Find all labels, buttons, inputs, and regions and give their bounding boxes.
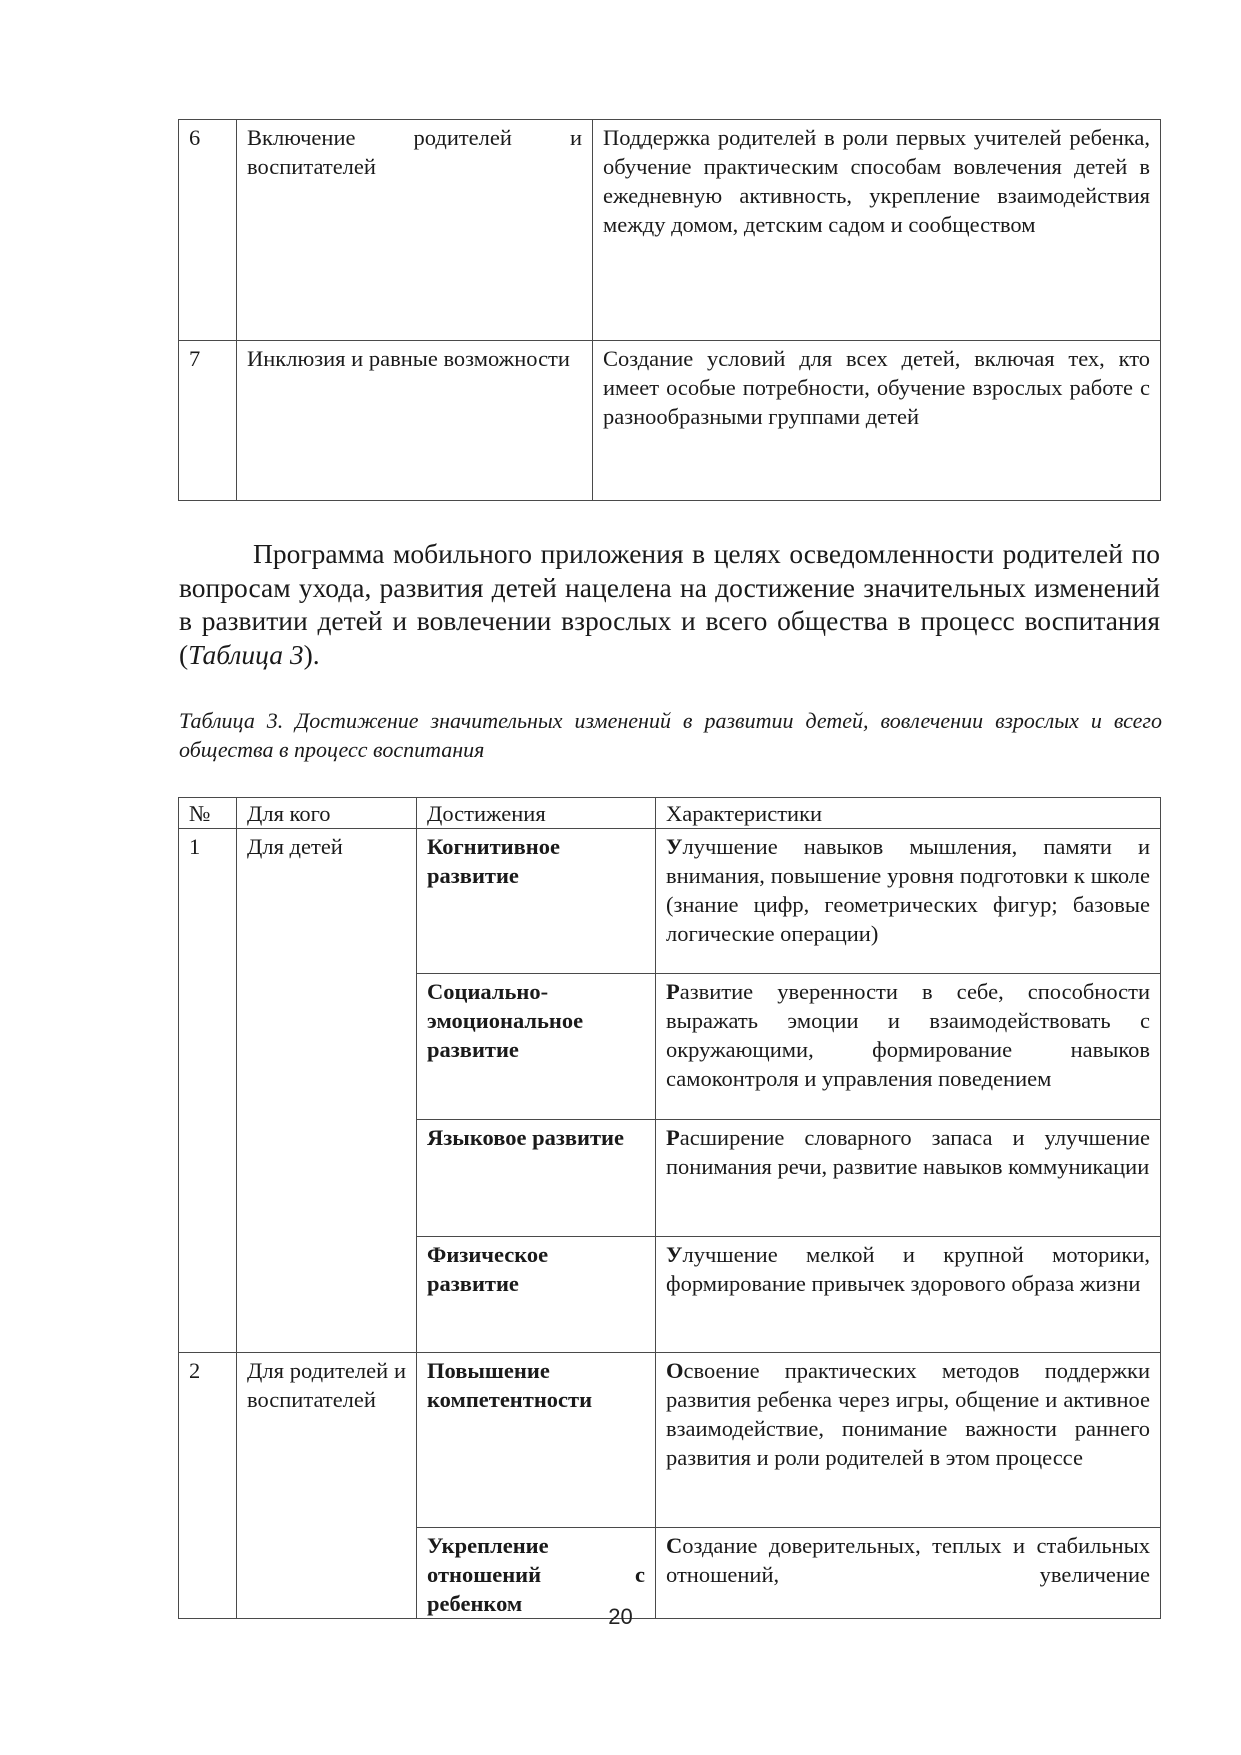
row-description: Создание условий для всех детей, включая тех, кто имеет особые потребности, обучение взрослых работе с разнообразными группами детей bbox=[593, 341, 1161, 501]
row-title: Инклюзия и равные возможности bbox=[237, 341, 593, 501]
characteristic-text: оздание доверительных, теплых и стабильных отношений, увеличение bbox=[666, 1533, 1150, 1587]
achievement-cell: Когнитивное развитие bbox=[417, 829, 656, 974]
achievements-table bbox=[178, 797, 1161, 1619]
first-letter: У bbox=[666, 834, 683, 859]
header-number: № bbox=[179, 798, 237, 829]
group-who: Для родителей и воспитателей bbox=[237, 1353, 417, 1619]
table-reference: Таблица 3 bbox=[188, 638, 304, 670]
characteristic-text: лучшение навыков мышления, памяти и внимания, повышение уровня подготовки к школе (знание цифр, геометрических фигур; базовые логические операции) bbox=[666, 834, 1150, 946]
row-title: Включение родителей и воспитателей bbox=[237, 120, 593, 341]
group-number: 1 bbox=[179, 829, 237, 1353]
characteristic-cell bbox=[656, 1353, 1161, 1528]
page-number: 20 bbox=[608, 1604, 633, 1629]
row-description: Поддержка родителей в роли первых учителей ребенка, обучение практическим способам вовлечения детей в ежедневную активность, укрепление взаимодействия между домом, детским садом и сообществом bbox=[593, 120, 1161, 341]
table-row bbox=[179, 829, 1161, 974]
characteristic-cell bbox=[656, 829, 1161, 974]
characteristic-cell bbox=[656, 1237, 1161, 1353]
row-number: 7 bbox=[179, 341, 237, 501]
characteristic-cell bbox=[656, 974, 1161, 1120]
achievement-cell: Укрепление отношений с ребенком bbox=[417, 1528, 656, 1619]
table-row bbox=[179, 120, 1161, 341]
paragraph-tail: ). bbox=[303, 638, 320, 670]
achievement-cell: Социально-эмоциональное развитие bbox=[417, 974, 656, 1120]
characteristic-text: азвитие уверенности в себе, способности выражать эмоции и взаимодействовать с окружающими, формирование навыков самоконтроля и управления поведением bbox=[666, 979, 1150, 1091]
table-row bbox=[179, 1353, 1161, 1528]
table-header-row bbox=[179, 798, 1161, 829]
characteristic-text: лучшение мелкой и крупной моторики, формирование привычек здорового образа жизни bbox=[666, 1242, 1150, 1296]
characteristic-text: своение практических методов поддержки развития ребенка через игры, общение и активное взаимодействие, понимание важности раннего развития и роли родителей в этом процессе bbox=[666, 1358, 1150, 1470]
header-achievements: Достижения bbox=[417, 798, 656, 829]
achievement-cell: Повышение компетентности bbox=[417, 1353, 656, 1528]
first-letter: Р bbox=[666, 979, 680, 1004]
row-number: 6 bbox=[179, 120, 237, 341]
table-caption: Таблица 3. Достижение значительных изменений в развитии детей, вовлечении взрослых и всего общества в процесс воспитания bbox=[179, 708, 1162, 762]
first-letter: У bbox=[666, 1242, 683, 1267]
achievement-cell: Физическое развитие bbox=[417, 1237, 656, 1353]
first-letter: С bbox=[666, 1533, 683, 1558]
header-who: Для кого bbox=[237, 798, 417, 829]
first-letter: О bbox=[666, 1358, 684, 1383]
group-number: 2 bbox=[179, 1353, 237, 1619]
group-who: Для детей bbox=[237, 829, 417, 1353]
table-row bbox=[179, 341, 1161, 501]
achievement-cell: Языковое развитие bbox=[417, 1120, 656, 1237]
characteristic-text: асширение словарного запаса и улучшение понимания речи, развитие навыков коммуникации bbox=[666, 1125, 1150, 1179]
first-letter: Р bbox=[666, 1125, 680, 1150]
header-characteristics: Характеристики bbox=[656, 798, 1161, 829]
continuation-table bbox=[178, 119, 1161, 501]
characteristic-cell bbox=[656, 1120, 1161, 1237]
paragraph-text: Программа мобильного приложения в целях осведомленности родителей по вопросам ухода, развития детей нацелена на достижение значительных изменений в развитии детей и вовлечении взрослых и всего общества в процесс воспитания ( bbox=[179, 538, 1160, 670]
body-paragraph bbox=[179, 537, 1160, 671]
